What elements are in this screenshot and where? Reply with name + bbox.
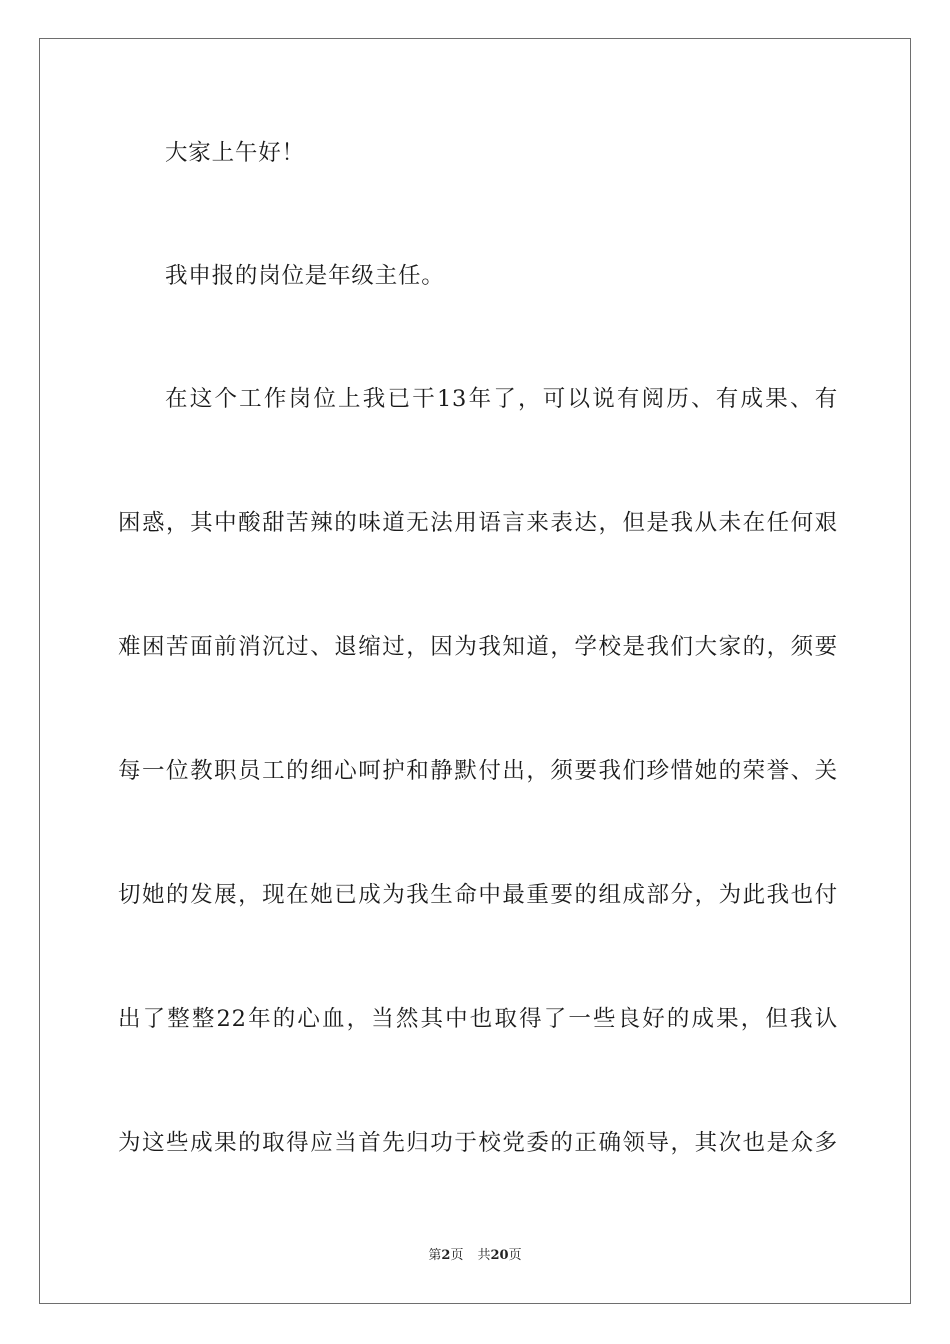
total-prefix: 共 [477,1248,491,1263]
position-line: 我申报的岗位是年级主任。 [165,263,445,289]
body-line-1: 在这个工作岗位上我已干13年了，可以说有阅历、有成果、有 [165,386,838,412]
page-border [39,38,911,1304]
greeting-line: 大家上午好！ [165,140,305,166]
total-suffix: 页 [508,1248,522,1263]
page-footer [0,1247,950,1265]
page-suffix: 页 [450,1248,464,1263]
body-line-7: 为这些成果的取得应当首先归功于校党委的正确领导，其次也是众多 [118,1130,838,1156]
page-prefix: 第 [428,1248,442,1263]
body-line-2: 困惑，其中酸甜苦辣的味道无法用语言来表达，但是我从未在任何艰 [118,510,838,536]
body-line-4: 每一位教职员工的细心呵护和静默付出，须要我们珍惜她的荣誉、关 [118,758,838,784]
body-line-5: 切她的发展，现在她已成为我生命中最重要的组成部分，为此我也付 [118,882,838,908]
body-line-3: 难困苦面前消沉过、退缩过，因为我知道，学校是我们大家的，须要 [118,634,838,660]
total-pages: 20 [490,1248,509,1263]
page-number: 2 [441,1248,451,1263]
body-line-6: 出了整整22年的心血，当然其中也取得了一些良好的成果，但我认 [118,1006,838,1032]
